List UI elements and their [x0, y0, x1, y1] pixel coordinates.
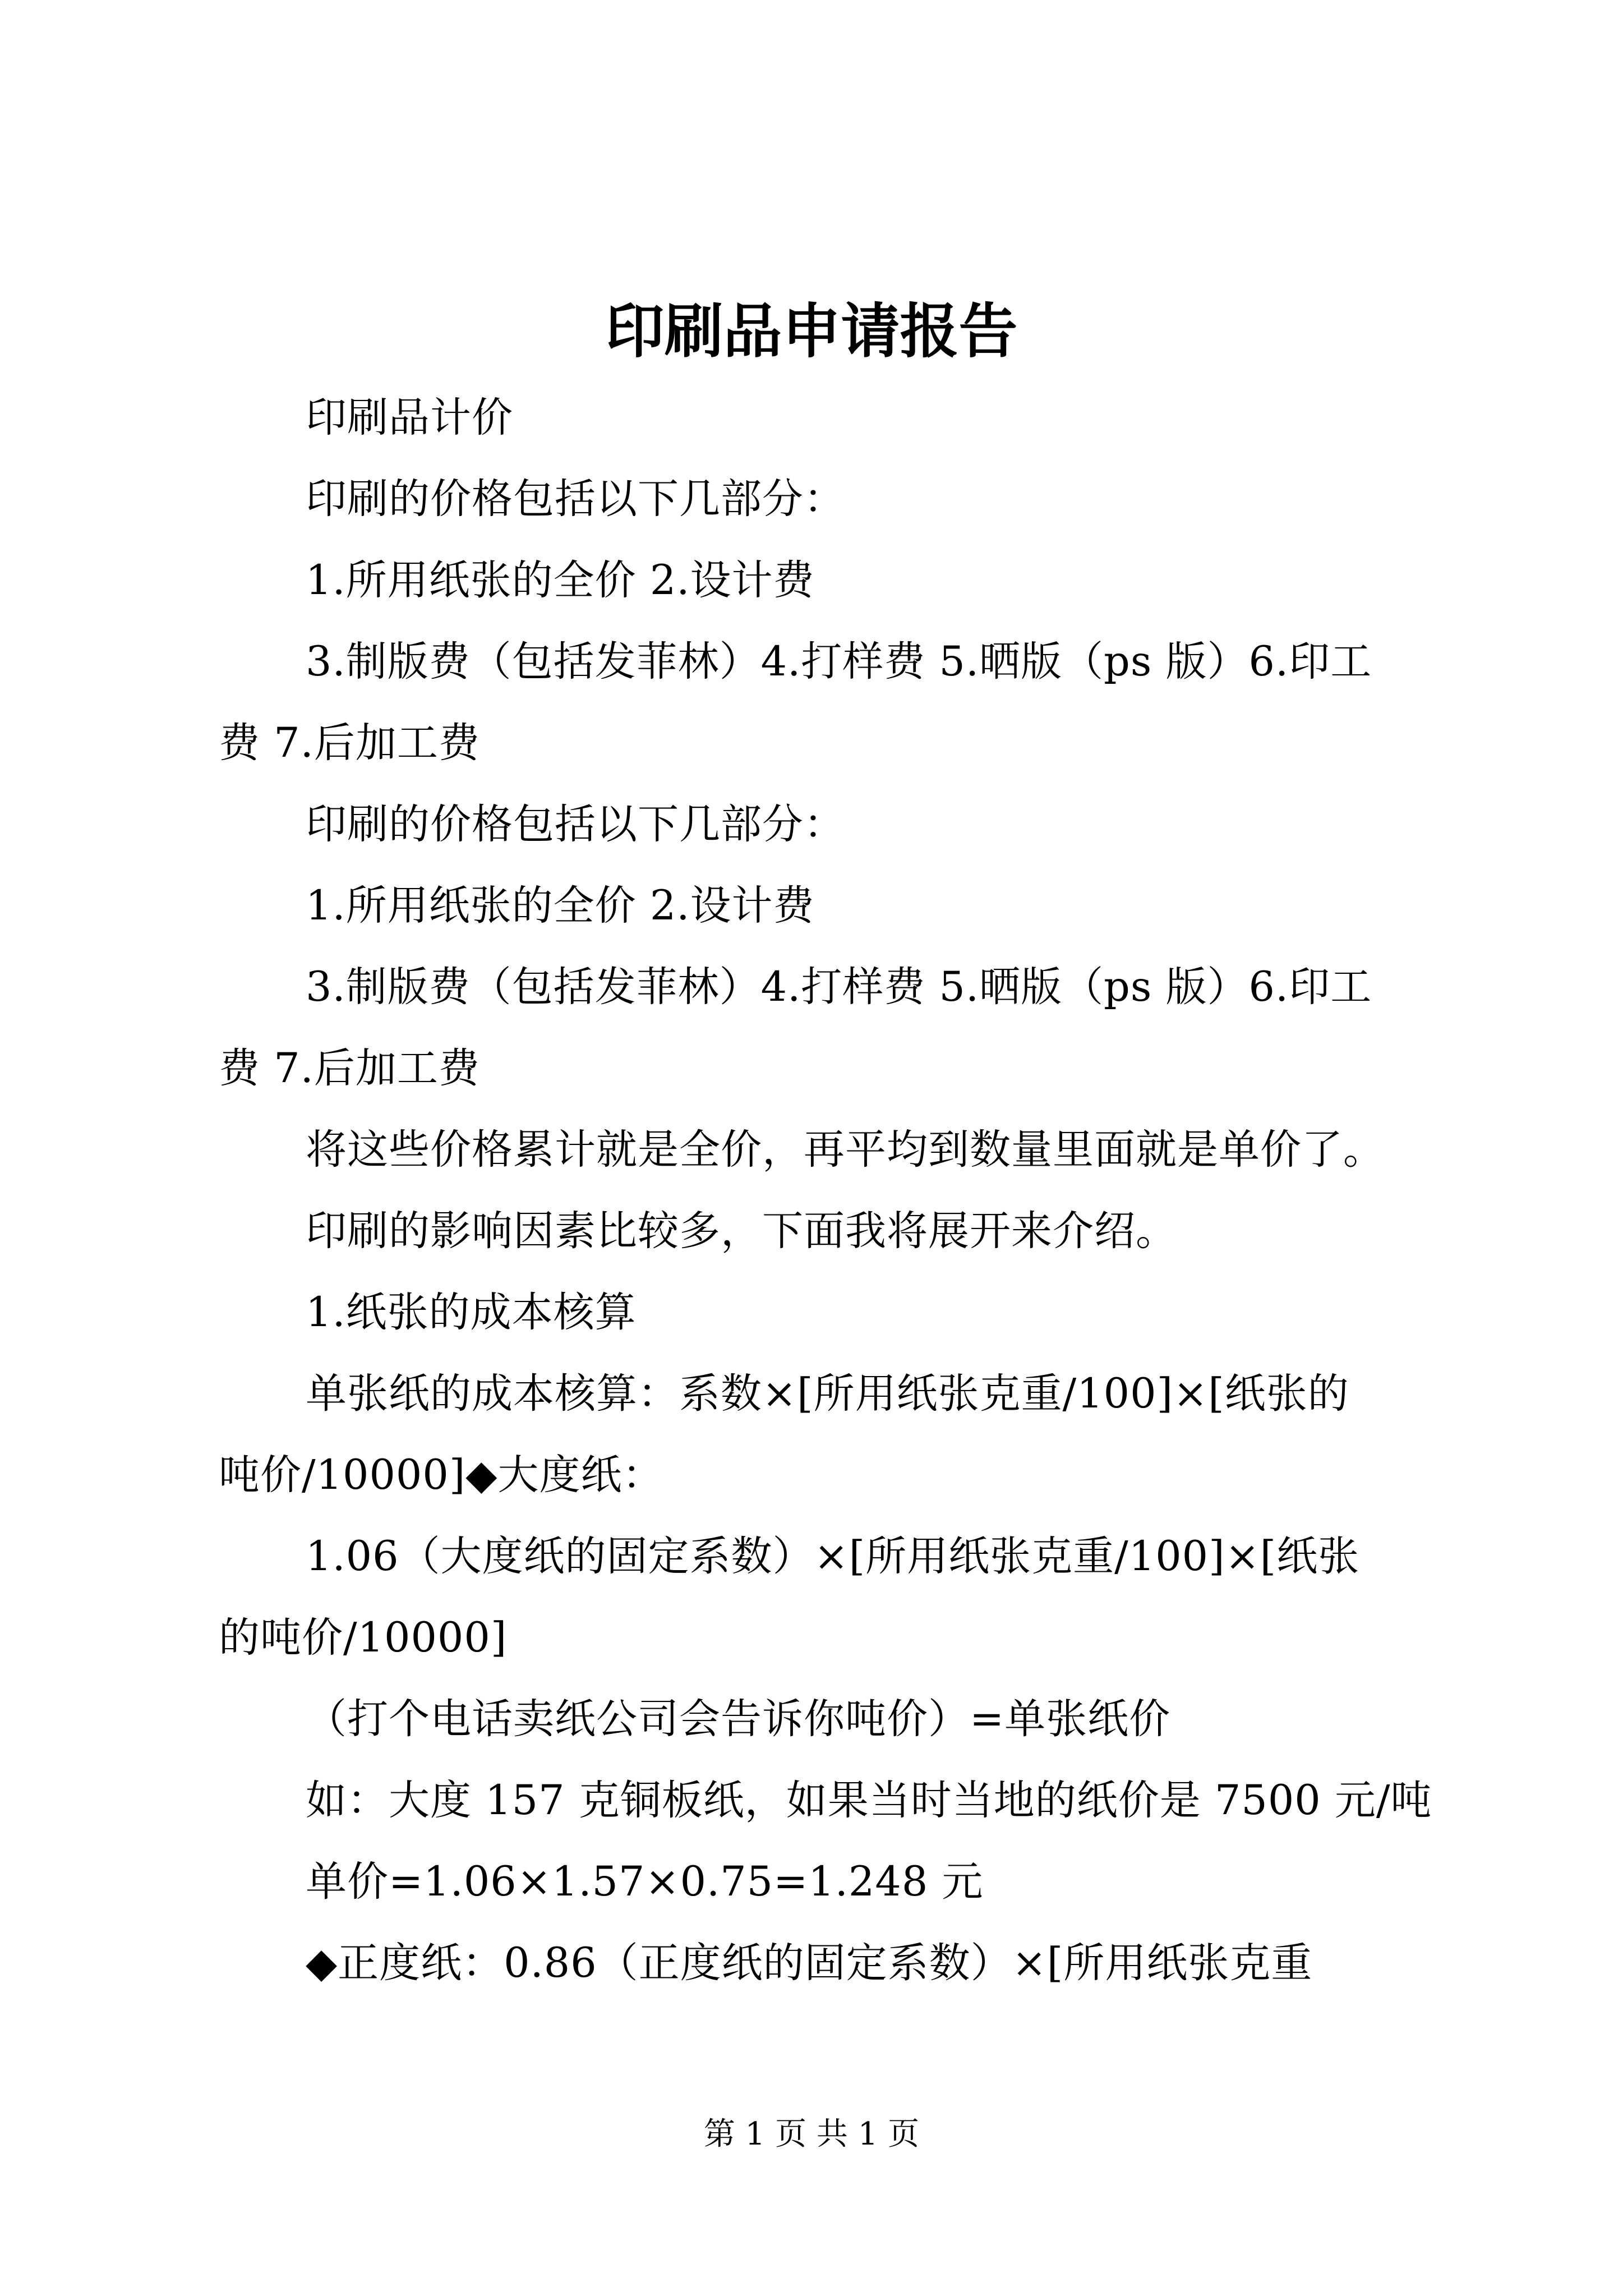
- page-footer: 第 1 页 共 1 页: [703, 2116, 920, 2152]
- paragraph-line: 将这些价格累计就是全价，再平均到数量里面就是单价了。: [306, 1126, 1385, 1174]
- paragraph-line: 吨价/10000]◆大度纸：: [219, 1451, 664, 1499]
- paragraph-line: 的吨价/10000]: [219, 1614, 508, 1662]
- paragraph-line: 印刷的影响因素比较多，下面我将展开来介绍。: [306, 1207, 1177, 1255]
- paragraph-line: 单张纸的成本核算：系数×[所用纸张克重/100]×[纸张的: [306, 1370, 1349, 1418]
- paragraph-line: 如：大度 157 克铜板纸，如果当时当地的纸价是 7500 元/吨: [306, 1777, 1432, 1824]
- paragraph-line: 费 7.后加工费: [219, 719, 480, 767]
- paragraph-line: 1.纸张的成本核算: [306, 1289, 637, 1336]
- paragraph-line: 3.制版费（包括发菲林）4.打样费 5.晒版（ps 版）6.印工: [306, 963, 1372, 1011]
- paragraph-line: ◆正度纸：0.86（正度纸的固定系数）×[所用纸张克重: [306, 1939, 1313, 1987]
- paragraph-line: 1.所用纸张的全价 2.设计费: [306, 556, 815, 604]
- paragraph-line: 印刷品计价: [306, 394, 513, 441]
- paragraph-line: 1.所用纸张的全价 2.设计费: [306, 882, 815, 930]
- paragraph-line: 3.制版费（包括发菲林）4.打样费 5.晒版（ps 版）6.印工: [306, 638, 1372, 685]
- paragraph-line: 印刷的价格包括以下几部分：: [306, 475, 845, 523]
- paragraph-line: 印刷的价格包括以下几部分：: [306, 800, 845, 848]
- paragraph-line: （打个电话卖纸公司会告诉你吨价）=单张纸价: [306, 1695, 1171, 1743]
- paragraph-line: 费 7.后加工费: [219, 1045, 480, 1092]
- paragraph-line: 1.06（大度纸的固定系数）×[所用纸张克重/100]×[纸张: [306, 1533, 1360, 1580]
- paragraph-line: 单价=1.06×1.57×0.75=1.248 元: [306, 1858, 984, 1906]
- document-title: 印刷品申请报告: [605, 296, 1018, 366]
